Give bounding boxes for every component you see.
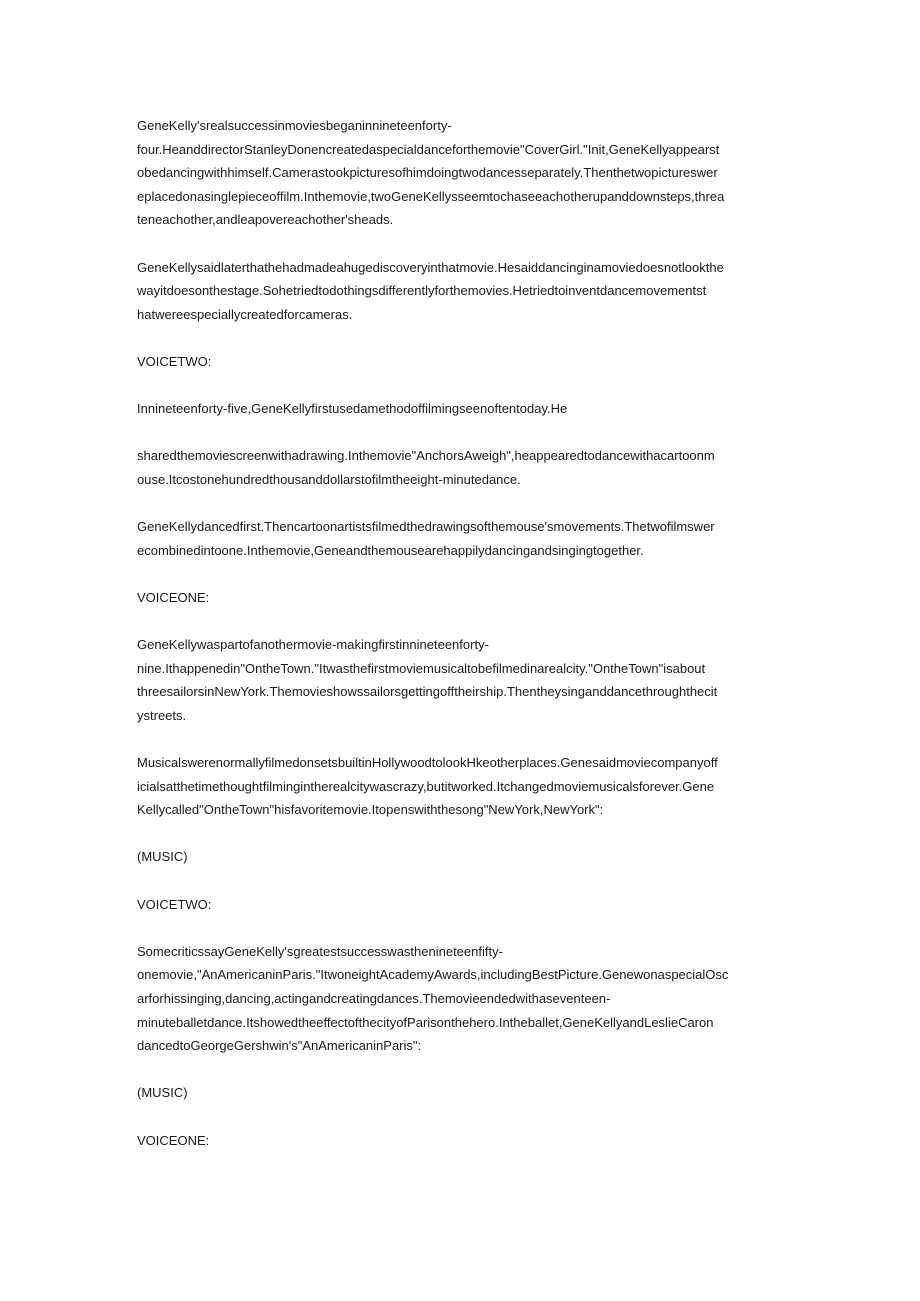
paragraph-line: minuteballetdance.ItshowedtheeffectofthecityofParisonthehero.Intheballet,GeneKellyandLeslieCaron [137, 1014, 714, 1030]
paragraph-spacer [137, 1058, 787, 1082]
paragraph-spacer [137, 492, 787, 516]
paragraph-spacer [137, 374, 787, 398]
paragraph [137, 940, 787, 1058]
speaker-label-text: VOICETWO: [137, 896, 212, 912]
paragraph-spacer [137, 727, 787, 751]
paragraph-line: ecombinedintoone.Inthemovie,Geneandthemousearehappilydancingandsingingtogether. [137, 542, 644, 558]
paragraph-spacer [137, 916, 787, 940]
paragraph-line: dancedtoGeorgeGershwin's"AnAmericaninParis": [137, 1038, 422, 1054]
paragraph-spacer [137, 232, 787, 256]
paragraph-line: icialsatthetimethoughtfilmingintherealcitywascrazy,butitworked.Itchangedmoviemusicalsforever.Gene [137, 778, 715, 794]
paragraph-line: GeneKellysaidlaterthathehadmadeahugediscoveryinthatmovie.Hesaiddancinginamoviedoesnotlookthe [137, 259, 724, 275]
paragraph-spacer [137, 869, 787, 893]
paragraph [137, 397, 787, 421]
paragraph-line: hatwereespeciallycreatedforcameras. [137, 306, 353, 322]
paragraph-line: GeneKellywaspartofanothermovie-makingfirstinnineteenforty- [137, 637, 489, 653]
paragraph [137, 751, 787, 822]
paragraph-line: ouse.Itcostonehundredthousanddollarstofilmtheeight-minutedance. [137, 471, 521, 487]
document-page [137, 114, 787, 1152]
paragraph [137, 444, 787, 491]
paragraph-line: ystreets. [137, 707, 187, 723]
speaker-label-text: VOICEONE: [137, 1132, 210, 1148]
paragraph-line: wayitdoesonthestage.Sohetriedtodothingsdifferentlyforthemovies.Hetriedtoinventdancemovementst [137, 283, 707, 299]
paragraph-line: SomecriticssayGeneKelly'sgreatestsuccesswasthenineteenfifty- [137, 943, 503, 959]
paragraph-line: four.HeanddirectorStanleyDonencreatedaspecialdanceforthemovie"CoverGirl."Init,GeneKellyappearst [137, 141, 720, 157]
speaker-label-text: (MUSIC) [137, 849, 188, 865]
paragraph [137, 256, 787, 327]
paragraph-line: arforhissinging,dancing,actingandcreatingdances.Themovieendedwithaseventeen- [137, 990, 611, 1006]
speaker-label [137, 1129, 787, 1153]
paragraph-line: onemovie,"AnAmericaninParis."ItwoneightAcademyAwards,includingBestPicture.GenewonaspecialOsc [137, 967, 729, 983]
paragraph-line: threesailorsinNewYork.Themovieshowssailorsgettingofftheirship.Thentheysinganddancethroughthecit [137, 684, 718, 700]
speaker-label [137, 845, 787, 869]
paragraph-line: Innineteenforty-five,GeneKellyfirstusedamethodoffilmingseenoftentoday.He [137, 401, 568, 417]
paragraph-spacer [137, 421, 787, 445]
paragraph-spacer [137, 1105, 787, 1129]
paragraph [137, 515, 787, 562]
speaker-label-text: VOICETWO: [137, 353, 212, 369]
speaker-label-text: (MUSIC) [137, 1085, 188, 1101]
paragraph-line: MusicalswerenormallyfilmedonsetsbuiltinHollywoodtolookHkeotherplaces.Genesaidmoviecompanyoff [137, 755, 718, 771]
paragraph-line: teneachother,andleapovereachother'sheads. [137, 212, 394, 228]
speaker-label [137, 586, 787, 610]
paragraph [137, 114, 787, 232]
paragraph-line: GeneKelly'srealsuccessinmoviesbeganinnineteenforty- [137, 118, 452, 133]
speaker-label-text: VOICEONE: [137, 589, 210, 605]
speaker-label [137, 893, 787, 917]
paragraph-spacer [137, 562, 787, 586]
speaker-label [137, 1081, 787, 1105]
paragraph-line: eplacedonasinglepieceoffilm.Inthemovie,twoGeneKellysseemtochaseeachotherupanddownsteps,threa [137, 188, 725, 204]
paragraph [137, 633, 787, 727]
paragraph-line: sharedthemoviescreenwithadrawing.Inthemovie"AnchorsAweigh",heappearedtodancewithacartoonm [137, 448, 715, 464]
speaker-label [137, 350, 787, 374]
paragraph-line: nine.Ithappenedin"OntheTown."Itwasthefirstmoviemusicaltobefilmedinarealcity."OntheTown"isabout [137, 660, 706, 676]
paragraph-spacer [137, 609, 787, 633]
paragraph-line: Kellycalled"OntheTown"hisfavoritemovie.Itopenswiththesong"NewYork,NewYork": [137, 802, 604, 818]
paragraph-line: GeneKellydancedfirst.Thencartoonartistsfilmedthedrawingsofthemouse'smovements.Thetwofilmswer [137, 519, 715, 535]
paragraph-spacer [137, 326, 787, 350]
paragraph-spacer [137, 822, 787, 846]
paragraph-line: obedancingwithhimself.Camerastookpicturesofhimdoingtwodancesseparately.Thenthetwopictureswer [137, 165, 718, 181]
